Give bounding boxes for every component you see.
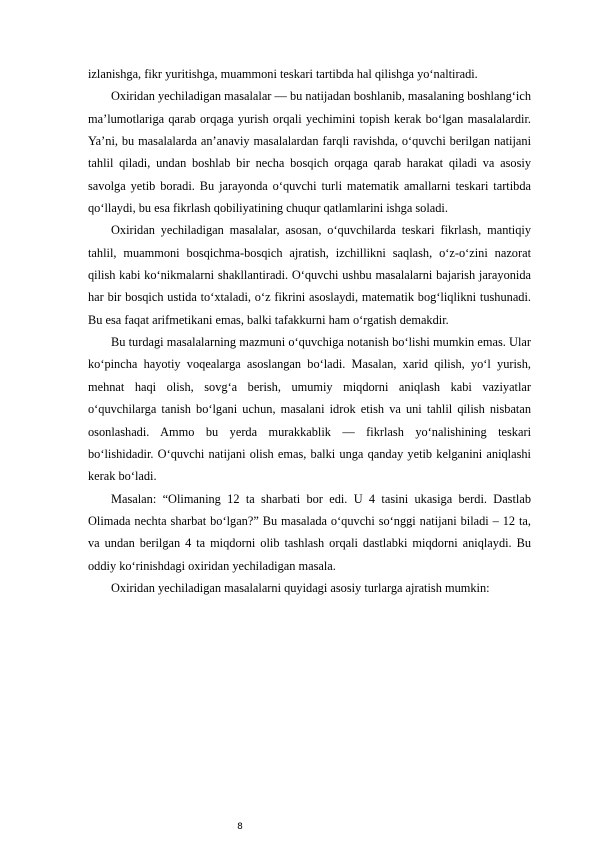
paragraph-continuation: izlanishga, fikr yuritishga, muammoni teskari tartibda hal qilishga yo‘naltiradi.: [88, 67, 478, 81]
page-number: 8: [237, 822, 243, 832]
paragraph-content: Bu turdagi masalalarning mazmuni o‘quvchiga notanish bo‘lishi mumkin emas. Ular ko‘pincha hayotiy voqealarga asoslangan bo‘ladi. Masalan, xarid qilish, yo‘l yurish, mehnat haqi olish, sovg‘a berish, umumiy miqdorni aniqlash kabi vaziyatlar o‘quvchilarga tanish bo‘lgani uchun, masalani idrok etish va uni tahlil qilish nisbatan osonlashadi. Ammo bu yerda murakkablik — fikrlash yo‘nalishining teskari bo‘lishidadir. O‘quvchi natijani olish emas, balki unga qanday yetib kelganini aniqlashi kerak bo‘ladi.: [88, 335, 531, 484]
paragraph-definition: Oxiridan yechiladigan masalalar — bu natijadan boshlanib, masalaning boshlang‘ich ma’lumotlariga qarab orqaga yurish orqali yechimini topish kerak bo‘lgan masalalardir. Ya’ni, bu masalalarda an’anaviy masalalardan farqli ravishda, o‘quvchi berilgan natijani tahlil qiladi, undan boshlab bir necha bosqich orqaga qarab harakat qiladi va asosiy savolga yetib boradi. Bu jarayonda o‘quvchi turli matematik amallarni teskari tartibda qo‘llaydi, bu esa fikrlash qobiliyatining chuqur qatlamlarini ishga soladi.: [88, 89, 531, 216]
paragraph-types-intro: Oxiridan yechiladigan masalalarni quyidagi asosiy turlarga ajratish mumkin:: [111, 580, 490, 595]
paragraph-example: Masalan: “Olimaning 12 ta sharbati bor edi. U 4 tasini ukasiga berdi. Dastlab Olimada nechta sharbat bo‘lgan?” Bu masalada o‘quvchi so‘nggi natijani biladi – 12 ta, va undan berilgan 4 ta miqdorni olib tashlash orqali dastlabki miqdorni aniqlaydi. Bu oddiy ko‘rinishdagi oxiridan yechiladigan masala.: [88, 491, 531, 573]
page-body: [88, 63, 531, 599]
paragraph-skills: Oxiridan yechiladigan masalalar, asosan, o‘quvchilarda teskari fikrlash, mantiqiy tahlil, muammoni bosqichma-bosqich ajratish, izchillikni saqlash, o‘z-o‘zini nazorat qilish kabi ko‘nikmalarni shakllantiradi. O‘quvchi ushbu masalalarni bajarish jarayonida har bir bosqich ustida to‘xtaladi, o‘z fikrini asoslaydi, matematik bog‘liqlikni tushunadi. Bu esa faqat arifmetikani emas, balki tafakkurni ham o‘rgatish demakdir.: [88, 223, 531, 327]
